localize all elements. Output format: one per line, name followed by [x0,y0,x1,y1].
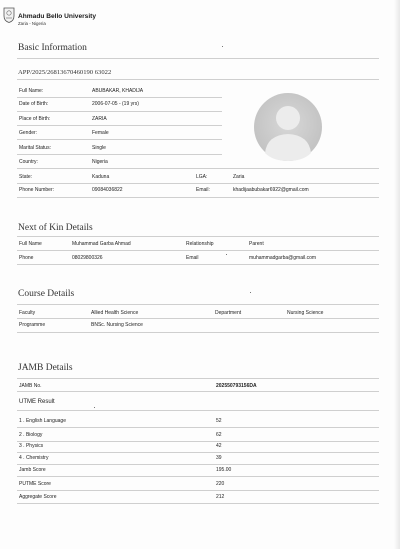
nok-fullname-label: Full Name [19,241,42,247]
gender-label: Gender: [19,130,38,136]
state-label: State: [19,174,33,180]
department-label: Department [215,310,242,316]
full-name-value: ABUBAKAR, KHADIJA [92,88,144,94]
basic-info-title: Basic Information [18,43,87,53]
subject-biology-label: 2 . Biology [19,432,43,438]
subject-physics-label: 3 . Physics [19,443,44,449]
jamb-score-value: 195.00 [216,467,232,473]
subject-chemistry-score: 39 [216,455,222,461]
place-of-birth-label: Place of Birth: [19,116,51,122]
applicant-photo [253,85,323,169]
faculty-value: Allied Health Science [91,310,139,316]
subject-english-score: 52 [216,418,222,424]
university-name: Ahmadu Bello University [18,13,97,20]
country-value: Nigeria [92,159,108,165]
lga-label: LGA: [196,174,208,180]
subject-english-label: 1 . English Language [19,418,66,424]
place-of-birth-value: ZARIA [92,116,107,122]
jamb-no-value: 202550793156DA [216,383,257,389]
department-value: Nursing Science [287,310,324,316]
dob-label: Date of Birth: [19,101,49,107]
faculty-label: Faculty [19,310,36,316]
next-of-kin-title: Next of Kin Details [18,223,93,233]
phone-value: 09084036822 [92,187,123,193]
application-number: APP/2025/26813670460190 63022 [18,69,112,76]
email-label: Email: [196,187,210,193]
programme-value: BNSc. Nursing Science [91,322,143,328]
gender-value: Female [92,130,109,136]
subject-physics-score: 42 [216,443,222,449]
dob-value: 2006-07-05 - (19 yrs) [92,101,139,107]
nok-phone-label: Phone [19,255,34,261]
subject-chemistry-label: 4 . Chemistry [19,455,49,461]
jamb-score-label: Jamb Score [19,467,46,473]
nok-relationship-label: Relationship [186,241,214,247]
programme-label: Programme [19,322,46,328]
email-value: khadijaabubakar6922@gmail.com [233,187,309,193]
state-value: Kaduna [92,174,110,180]
nok-fullname-value: Muhammad Garba Ahmad [72,241,131,247]
marital-status-label: Marital Status: [19,145,51,151]
phone-label: Phone Number: [19,187,55,193]
course-details-title: Course Details [18,289,75,299]
university-location: Zaria - Nigeria [18,21,46,26]
nok-email-value: muhammadgarba@gmail.com [249,255,317,261]
nok-phone-value: 08029800326 [72,255,103,261]
aggregate-score-label: Aggregate Score [19,494,57,500]
aggregate-score-value: 212 [216,494,225,500]
nok-email-label: Email [186,255,199,261]
putme-score-value: 220 [216,481,225,487]
putme-score-label: PUTME Score [19,481,51,487]
jamb-details-title: JAMB Details [18,363,73,373]
nok-relationship-value: Parent [249,241,264,247]
jamb-no-label: JAMB No. [19,383,42,389]
lga-value: Zaria [233,174,245,180]
full-name-label: Full Name: [19,88,44,94]
marital-status-value: Single [92,145,106,151]
subject-biology-score: 62 [216,432,222,438]
university-crest-icon [3,7,15,23]
country-label: Country: [19,159,38,165]
utme-result-title: UTME Result [19,399,55,405]
